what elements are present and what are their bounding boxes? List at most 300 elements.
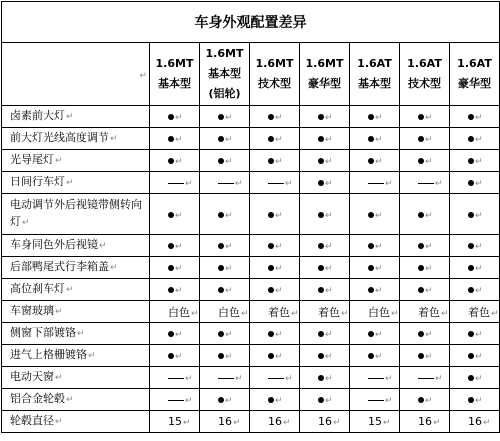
not-available-dash-icon <box>418 378 434 379</box>
standard-dot-icon <box>168 212 174 218</box>
paragraph-mark: ↵ <box>475 242 483 252</box>
standard-dot-icon <box>318 397 324 403</box>
row-label-text: 前大灯光线高度调节 <box>10 131 109 144</box>
paragraph-mark: ↵ <box>225 286 233 296</box>
row-label <box>2 172 150 194</box>
value-text: 16 <box>318 415 332 428</box>
table-row <box>2 301 500 323</box>
paragraph-mark: ↵ <box>285 179 293 189</box>
paragraph-mark: ↵ <box>275 242 283 252</box>
paragraph-mark: ↵ <box>341 308 349 319</box>
not-available-dash-icon <box>268 183 284 184</box>
paragraph-mark: ↵ <box>475 210 483 221</box>
standard-dot-icon <box>318 265 324 271</box>
row-label-text: 电动天窗 <box>10 370 54 383</box>
standard-dot-icon <box>218 265 224 271</box>
row-label-text: 卤素前大灯 <box>10 109 65 122</box>
table-title-text: 车身外观配置差异 <box>194 15 307 31</box>
value-cell <box>200 150 250 172</box>
standard-dot-icon <box>468 397 474 403</box>
paragraph-mark: ↵ <box>283 418 291 428</box>
table-row <box>2 106 500 128</box>
standard-dot-icon <box>168 136 174 142</box>
row-label-text: 轮毂直径 <box>10 414 54 427</box>
table-title <box>2 2 500 43</box>
paragraph-mark: ↵ <box>475 264 483 274</box>
standard-dot-icon <box>418 158 424 164</box>
value-cell <box>450 194 500 235</box>
column-header-line: 技术型 <box>258 77 291 90</box>
value-cell <box>200 257 250 279</box>
row-label <box>2 194 150 235</box>
value-cell <box>450 172 500 194</box>
standard-dot-icon <box>468 265 474 271</box>
standard-dot-icon <box>168 158 174 164</box>
row-label-text: 侧窗下部镀铬 <box>10 326 76 339</box>
paragraph-mark: ↵ <box>175 264 183 274</box>
value-cell <box>450 279 500 301</box>
value-cell <box>400 301 450 323</box>
value-cell <box>450 301 500 323</box>
paragraph-mark: ↵ <box>325 157 333 167</box>
paragraph-mark: ↵ <box>185 179 193 189</box>
value-cell <box>350 389 400 411</box>
value-cell <box>150 279 200 301</box>
not-available-dash-icon <box>368 378 384 379</box>
standard-dot-icon <box>368 353 374 359</box>
paragraph-mark: ↵ <box>275 157 283 167</box>
value-cell <box>400 194 450 235</box>
row-label-text: 车窗玻璃 <box>10 304 54 317</box>
paragraph-mark: ↵ <box>325 179 333 189</box>
paragraph-mark: ↵ <box>491 308 499 319</box>
value-cell <box>150 389 200 411</box>
paragraph-mark: ↵ <box>325 113 333 123</box>
standard-dot-icon <box>468 180 474 186</box>
table-row <box>2 411 500 433</box>
column-header-line: 基本型 <box>358 77 391 90</box>
value-cell <box>250 389 300 411</box>
paragraph-mark: ↵ <box>333 418 341 428</box>
table-row <box>2 345 500 367</box>
value-cell <box>350 411 400 433</box>
standard-dot-icon <box>368 212 374 218</box>
standard-dot-icon <box>268 397 274 403</box>
value-cell <box>300 301 350 323</box>
column-header-line: 豪华型 <box>458 77 491 90</box>
paragraph-mark: ↵ <box>325 135 333 145</box>
standard-dot-icon <box>268 331 274 337</box>
standard-dot-icon <box>218 158 224 164</box>
paragraph-mark: ↵ <box>375 210 383 221</box>
standard-dot-icon <box>168 243 174 249</box>
paragraph-mark: ↵ <box>235 179 243 189</box>
value-cell <box>400 257 450 279</box>
value-cell <box>200 389 250 411</box>
paragraph-mark: ↵ <box>475 286 483 296</box>
not-available-dash-icon <box>168 183 184 184</box>
paragraph-mark: ↵ <box>175 242 183 252</box>
row-label <box>2 411 150 433</box>
value-text: 着色 <box>268 305 290 319</box>
column-header-line: 基本型 <box>158 77 191 90</box>
standard-dot-icon <box>418 353 424 359</box>
column-header <box>250 43 300 106</box>
value-cell <box>200 411 250 433</box>
value-cell <box>400 389 450 411</box>
standard-dot-icon <box>218 243 224 249</box>
standard-dot-icon <box>368 331 374 337</box>
standard-dot-icon <box>318 353 324 359</box>
table-row <box>2 194 500 235</box>
paragraph-mark: ↵ <box>375 352 383 362</box>
value-cell <box>250 194 300 235</box>
value-cell <box>400 279 450 301</box>
value-cell <box>400 172 450 194</box>
value-text: 16 <box>418 415 432 428</box>
column-header-line: 技术型 <box>408 77 441 90</box>
paragraph-mark: ↵ <box>175 352 183 362</box>
paragraph-mark: ↵ <box>235 374 243 384</box>
value-cell <box>150 345 200 367</box>
not-available-dash-icon <box>368 400 384 401</box>
paragraph-mark: ↵ <box>441 308 449 319</box>
paragraph-mark: ↵ <box>275 264 283 274</box>
standard-dot-icon <box>468 114 474 120</box>
row-label-text: 日间行车灯 <box>10 175 65 188</box>
value-cell <box>300 411 350 433</box>
standard-dot-icon <box>468 158 474 164</box>
value-cell <box>400 106 450 128</box>
standard-dot-icon <box>468 243 474 249</box>
value-cell <box>300 172 350 194</box>
row-label <box>2 389 150 411</box>
paragraph-mark: ↵ <box>191 308 199 319</box>
paragraph-mark: ↵ <box>475 157 483 167</box>
paragraph-mark: ↵ <box>425 242 433 252</box>
value-cell <box>350 257 400 279</box>
value-cell <box>200 279 250 301</box>
not-available-dash-icon <box>368 183 384 184</box>
standard-dot-icon <box>218 353 224 359</box>
paragraph-mark: ↵ <box>285 374 293 384</box>
value-cell <box>200 128 250 150</box>
value-cell <box>400 367 450 389</box>
value-cell <box>150 150 200 172</box>
value-cell <box>250 301 300 323</box>
paragraph-mark: ↵ <box>55 417 63 427</box>
paragraph-mark: ↵ <box>175 113 183 123</box>
value-cell <box>350 323 400 345</box>
paragraph-mark: ↵ <box>375 157 383 167</box>
paragraph-mark: ↵ <box>383 418 391 428</box>
value-cell <box>250 128 300 150</box>
standard-dot-icon <box>368 243 374 249</box>
paragraph-mark: ↵ <box>233 418 241 428</box>
column-header <box>400 43 450 106</box>
value-cell <box>200 301 250 323</box>
column-header-line: (铝轮) <box>208 87 241 100</box>
paragraph-mark: ↵ <box>225 135 233 145</box>
paragraph-mark: ↵ <box>385 179 393 189</box>
value-cell <box>150 257 200 279</box>
paragraph-mark: ↵ <box>225 396 233 406</box>
standard-dot-icon <box>318 212 324 218</box>
value-cell <box>150 172 200 194</box>
value-cell <box>450 411 500 433</box>
standard-dot-icon <box>368 158 374 164</box>
value-cell <box>450 128 500 150</box>
row-label-text: 后部鸭尾式行李箱盖 <box>10 260 109 273</box>
value-text: 白色 <box>218 305 240 319</box>
value-cell <box>450 389 500 411</box>
value-cell <box>200 172 250 194</box>
row-label <box>2 367 150 389</box>
value-cell <box>150 323 200 345</box>
paragraph-mark: ↵ <box>385 374 393 384</box>
paragraph-mark: ↵ <box>375 264 383 274</box>
paragraph-mark: ↵ <box>66 178 74 188</box>
value-cell <box>300 345 350 367</box>
standard-dot-icon <box>318 331 324 337</box>
standard-dot-icon <box>318 136 324 142</box>
paragraph-mark: ↵ <box>425 157 433 167</box>
standard-dot-icon <box>218 212 224 218</box>
value-cell <box>400 323 450 345</box>
value-cell <box>250 172 300 194</box>
column-header-line: 1.6AT <box>357 57 392 70</box>
header-corner-mark: ↵ <box>139 70 147 81</box>
value-cell <box>200 345 250 367</box>
column-header <box>450 43 500 106</box>
paragraph-mark: ↵ <box>475 352 483 362</box>
value-text: 16 <box>218 415 232 428</box>
paragraph-mark: ↵ <box>110 134 118 144</box>
table-row <box>2 128 500 150</box>
standard-dot-icon <box>468 375 474 381</box>
paragraph-mark: ↵ <box>225 264 233 274</box>
paragraph-mark: ↵ <box>291 308 299 319</box>
standard-dot-icon <box>268 353 274 359</box>
not-available-dash-icon <box>168 378 184 379</box>
value-text: 着色 <box>318 305 340 319</box>
value-cell <box>200 323 250 345</box>
paragraph-mark: ↵ <box>175 135 183 145</box>
column-header <box>350 43 400 106</box>
table-row <box>2 323 500 345</box>
paragraph-mark: ↵ <box>55 307 63 317</box>
column-header-line: 基本型 <box>208 67 241 80</box>
paragraph-mark: ↵ <box>425 352 433 362</box>
paragraph-mark: ↵ <box>185 374 193 384</box>
paragraph-mark: ↵ <box>375 330 383 340</box>
value-cell <box>350 345 400 367</box>
paragraph-mark: ↵ <box>175 286 183 296</box>
standard-dot-icon <box>418 331 424 337</box>
row-label <box>2 279 150 301</box>
value-text: 着色 <box>418 305 440 319</box>
paragraph-mark: ↵ <box>55 156 63 166</box>
value-text: 15 <box>168 415 182 428</box>
paragraph-mark: ↵ <box>433 418 441 428</box>
spec-table <box>1 1 500 433</box>
standard-dot-icon <box>418 243 424 249</box>
value-cell <box>450 235 500 257</box>
paragraph-mark: ↵ <box>325 330 333 340</box>
standard-dot-icon <box>468 353 474 359</box>
standard-dot-icon <box>418 212 424 218</box>
paragraph-mark: ↵ <box>55 373 63 383</box>
paragraph-mark: ↵ <box>375 135 383 145</box>
value-cell <box>250 367 300 389</box>
value-cell <box>350 279 400 301</box>
paragraph-mark: ↵ <box>325 242 333 252</box>
standard-dot-icon <box>268 265 274 271</box>
value-cell <box>150 301 200 323</box>
paragraph-mark: ↵ <box>66 112 74 122</box>
paragraph-mark: ↵ <box>275 135 283 145</box>
value-cell <box>150 235 200 257</box>
not-available-dash-icon <box>168 400 184 401</box>
standard-dot-icon <box>318 158 324 164</box>
row-label-text: 铝合金轮毂 <box>10 392 65 405</box>
row-label-text: 电动调节外后视镜带侧转向灯 <box>10 198 142 228</box>
value-cell <box>350 128 400 150</box>
row-label-text: 进气上格栅镀铬 <box>10 348 87 361</box>
standard-dot-icon <box>268 243 274 249</box>
column-header-line: 1.6AT <box>457 57 492 70</box>
value-cell <box>150 411 200 433</box>
standard-dot-icon <box>468 212 474 218</box>
paragraph-mark: ↵ <box>425 135 433 145</box>
value-cell <box>450 367 500 389</box>
paragraph-mark: ↵ <box>475 374 483 384</box>
value-cell <box>250 279 300 301</box>
row-label <box>2 257 150 279</box>
value-cell <box>450 150 500 172</box>
table-row <box>2 367 500 389</box>
standard-dot-icon <box>168 331 174 337</box>
value-cell <box>300 150 350 172</box>
paragraph-mark: ↵ <box>475 396 483 406</box>
value-cell <box>250 345 300 367</box>
paragraph-mark: ↵ <box>275 330 283 340</box>
standard-dot-icon <box>468 136 474 142</box>
standard-dot-icon <box>218 397 224 403</box>
value-cell <box>250 106 300 128</box>
paragraph-mark: ↵ <box>325 396 333 406</box>
table-row <box>2 257 500 279</box>
paragraph-mark: ↵ <box>225 210 233 221</box>
paragraph-mark: ↵ <box>275 113 283 123</box>
value-cell <box>300 257 350 279</box>
paragraph-mark: ↵ <box>275 286 283 296</box>
value-cell <box>350 367 400 389</box>
value-cell <box>300 106 350 128</box>
paragraph-mark: ↵ <box>88 351 96 361</box>
standard-dot-icon <box>418 265 424 271</box>
paragraph-mark: ↵ <box>225 157 233 167</box>
paragraph-mark: ↵ <box>110 263 118 273</box>
row-label <box>2 301 150 323</box>
value-cell <box>150 367 200 389</box>
value-text: 15 <box>368 415 382 428</box>
row-label <box>2 235 150 257</box>
paragraph-mark: ↵ <box>425 396 433 406</box>
paragraph-mark: ↵ <box>375 286 383 296</box>
standard-dot-icon <box>168 265 174 271</box>
value-cell <box>300 367 350 389</box>
standard-dot-icon <box>268 136 274 142</box>
standard-dot-icon <box>218 114 224 120</box>
value-cell <box>150 194 200 235</box>
paragraph-mark: ↵ <box>325 374 333 384</box>
paragraph-mark: ↵ <box>225 242 233 252</box>
value-cell <box>350 106 400 128</box>
value-cell <box>400 150 450 172</box>
paragraph-mark: ↵ <box>325 286 333 296</box>
paragraph-mark: ↵ <box>425 210 433 221</box>
paragraph-mark: ↵ <box>325 264 333 274</box>
value-cell <box>300 128 350 150</box>
column-header-line: 1.6AT <box>407 57 442 70</box>
paragraph-mark: ↵ <box>275 210 283 221</box>
paragraph-mark: ↵ <box>241 308 249 319</box>
standard-dot-icon <box>418 397 424 403</box>
value-cell <box>450 257 500 279</box>
standard-dot-icon <box>318 375 324 381</box>
standard-dot-icon <box>468 331 474 337</box>
paragraph-mark: ↵ <box>77 329 85 339</box>
value-text: 白色 <box>168 305 190 319</box>
value-cell <box>200 235 250 257</box>
standard-dot-icon <box>318 243 324 249</box>
paragraph-mark: ↵ <box>185 396 193 406</box>
standard-dot-icon <box>168 114 174 120</box>
paragraph-mark: ↵ <box>475 135 483 145</box>
value-cell <box>350 172 400 194</box>
not-available-dash-icon <box>218 378 234 379</box>
standard-dot-icon <box>168 287 174 293</box>
standard-dot-icon <box>368 287 374 293</box>
paragraph-mark: ↵ <box>435 179 443 189</box>
paragraph-mark: ↵ <box>225 330 233 340</box>
value-cell <box>350 150 400 172</box>
value-cell <box>450 106 500 128</box>
value-cell <box>200 106 250 128</box>
standard-dot-icon <box>368 114 374 120</box>
row-label-text: 高位刹车灯 <box>10 282 65 295</box>
paragraph-mark: ↵ <box>435 374 443 384</box>
standard-dot-icon <box>418 114 424 120</box>
column-header-line: 1.6MT <box>255 57 294 70</box>
standard-dot-icon <box>368 136 374 142</box>
value-cell <box>200 367 250 389</box>
standard-dot-icon <box>368 265 374 271</box>
table-row <box>2 279 500 301</box>
column-header <box>200 43 250 106</box>
value-cell <box>400 345 450 367</box>
value-text: 16 <box>268 415 282 428</box>
paragraph-mark: ↵ <box>475 113 483 123</box>
value-cell <box>400 235 450 257</box>
value-cell <box>300 279 350 301</box>
value-cell <box>450 345 500 367</box>
paragraph-mark: ↵ <box>325 352 333 362</box>
value-cell <box>350 301 400 323</box>
paragraph-mark: ↵ <box>275 396 283 406</box>
paragraph-mark: ↵ <box>225 113 233 123</box>
